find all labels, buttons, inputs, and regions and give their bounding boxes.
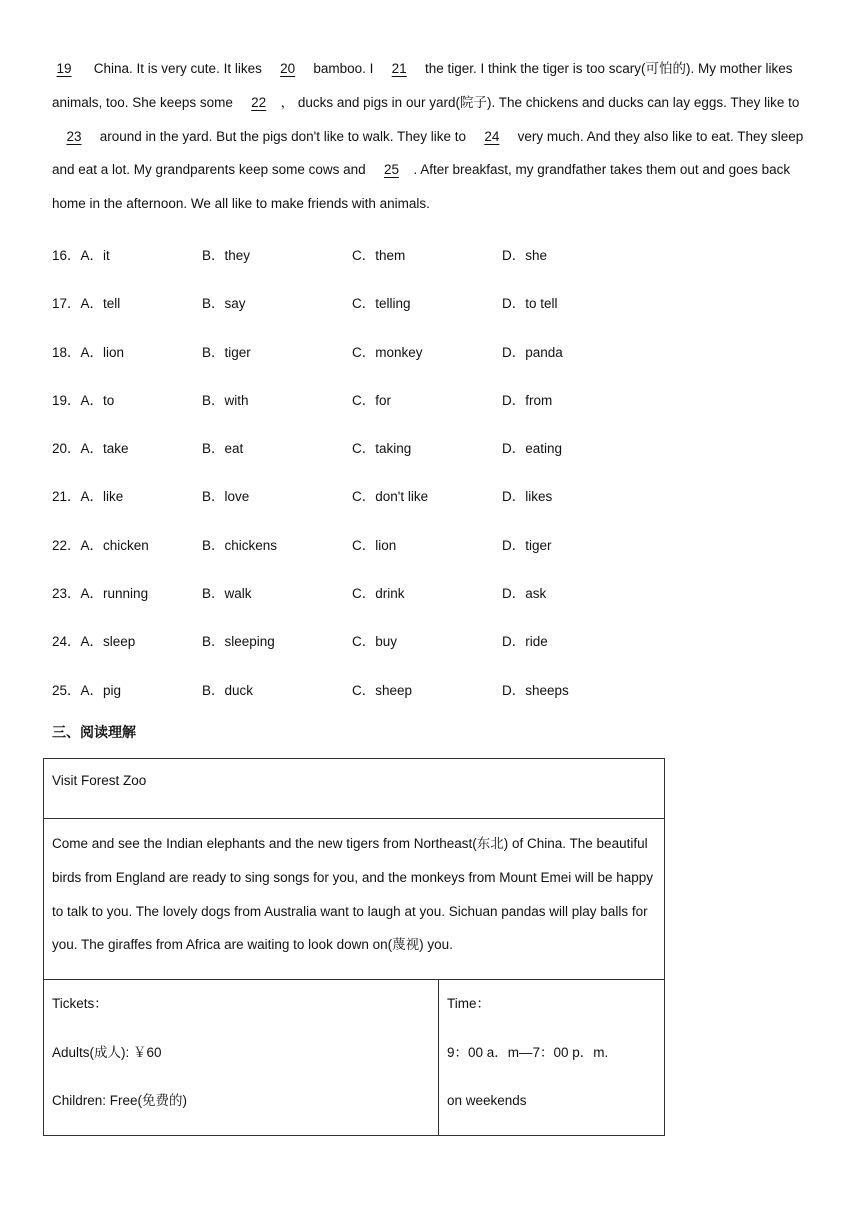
option-c: C．lion [352,537,397,553]
option-c: C．monkey [352,344,423,360]
option-b: B．tiger [202,344,251,360]
question-row [52,333,772,381]
options-list [52,236,772,719]
option-a: 19．A．to [52,392,115,408]
question-row [52,477,772,525]
blank-23: 23 [66,128,82,144]
passage-text-3: the tiger. I think the tiger is too scary(可怕的). My mother likes animals, too. She keeps some [52,61,793,110]
opening-days: on weekends [447,1093,527,1108]
option-d: D．panda [502,344,563,360]
option-c: C．don't like [352,489,429,505]
section-title: 三、阅读理解 [52,724,136,740]
question-row [52,622,772,670]
blank-24: 24 [484,128,500,144]
option-c: C．them [352,248,406,263]
option-a: 21．A．like [52,489,124,505]
passage-text-1: China. It is very cute. It likes [93,61,262,76]
option-b: B．say [202,296,246,312]
option-c: C．drink [352,586,405,602]
time-cell [439,980,665,1136]
question-row [52,381,772,429]
option-b: B．eat [202,441,244,457]
option-a: 25．A．pig [52,682,122,698]
passage-text-6: very much. And they also like to eat. They sleep and eat a lot. My grandparents keep some cows and [52,128,804,178]
question-row [52,429,772,477]
zoo-notice-table [43,758,665,1136]
question-row [52,671,772,719]
option-d: D．eating [502,441,563,457]
option-b: B．chickens [202,537,278,553]
children-price: Children: Free(免费的) [52,1093,188,1108]
option-b: B．walk [202,586,252,602]
blank-21: 21 [391,61,407,76]
option-c: C．sheep [352,682,413,698]
option-a: 23．A．running [52,586,149,602]
opening-hours: 9：00 a．m—7：00 p．m. [447,1044,609,1060]
passage-text-7: . After breakfast, my grandfather takes them out and goes back home in the afternoon. We all like to make friends with animals. [52,162,791,212]
option-a: 22．A．chicken [52,537,149,553]
zoo-body-cell [44,819,665,980]
option-d: D．to tell [502,296,558,312]
option-b: B．they [202,248,251,263]
time-label: Time： [447,996,490,1011]
option-d: D．from [502,392,553,408]
passage-text-2: bamboo. I [313,61,374,76]
option-b: B．sleeping [202,634,275,650]
question-row [52,526,772,574]
option-d: D．sheeps [502,682,569,698]
option-a: 16．A．it [52,248,110,263]
zoo-title-cell [44,759,665,819]
option-b: B．duck [202,682,254,698]
passage-text-5: around in the yard. But the pigs don't like to walk. They like to [99,128,467,144]
cloze-passage [52,52,812,221]
blank-19: 19 [56,61,72,76]
option-a: 17．A．tell [52,296,121,312]
zoo-title: Visit Forest Zoo [52,773,147,788]
tickets-label: Tickets： [52,996,108,1011]
option-d: D．she [502,248,548,263]
option-c: C．taking [352,441,412,457]
zoo-description: Come and see the Indian elephants and the new tigers from Northeast(东北) of China. The beautiful birds from England are ready to sing songs for you, and the monkeys from Mount Emei will be happy to talk to you. The lovely dogs from Australia want to laugh at you. Sichuan pandas will play balls for you. The giraffes from Africa are waiting to look down on(蔑视) you. [52,836,654,953]
question-row [52,574,772,622]
question-row [52,284,772,332]
tickets-cell [44,980,439,1136]
option-c: C．telling [352,296,411,312]
option-d: D．ask [502,586,547,602]
option-c: C．for [352,392,392,408]
blank-20: 20 [280,61,296,76]
option-d: D．tiger [502,537,552,553]
option-a: 24．A．sleep [52,634,136,650]
option-b: B．with [202,392,249,408]
passage-text-4: ， ducks and pigs in our yard(院子). The chickens and ducks can lay eggs. They like to [280,94,800,110]
question-row [52,236,772,284]
option-b: B．love [202,489,250,505]
adults-price: Adults(成人): ￥60 [52,1044,162,1060]
option-a: 20．A．take [52,441,129,457]
option-c: C．buy [352,634,398,650]
option-d: D．likes [502,489,553,505]
option-d: D．ride [502,634,548,650]
blank-22: 22 [251,94,267,110]
option-a: 18．A．lion [52,344,125,360]
blank-25: 25 [383,162,399,178]
